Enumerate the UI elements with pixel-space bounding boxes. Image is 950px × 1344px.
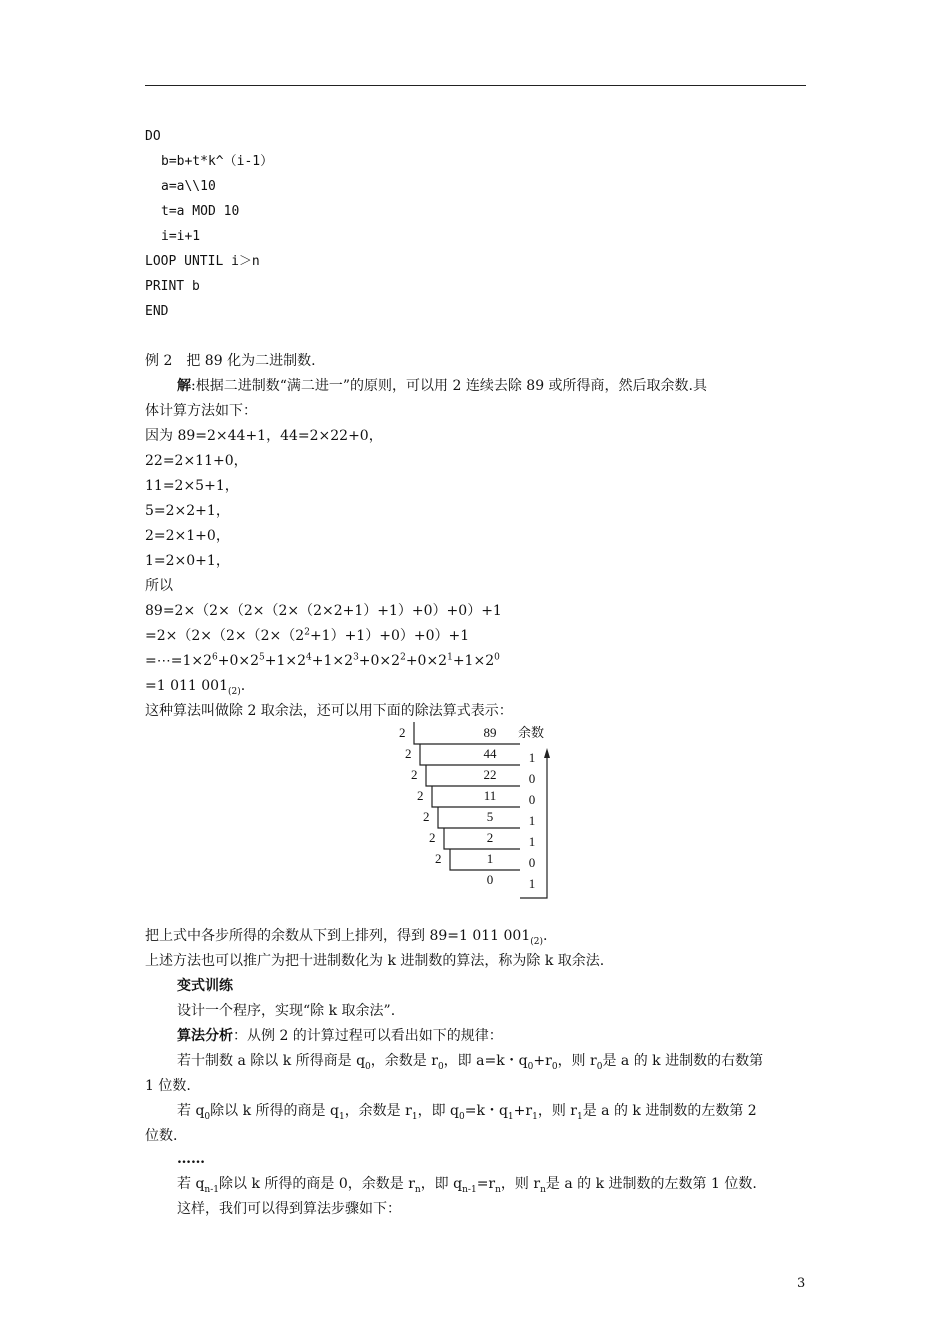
- bracket-line: [414, 722, 520, 744]
- equation-line: 22=2×11+0，: [145, 453, 248, 469]
- analysis-label: 算法分析: [177, 1028, 233, 1044]
- exponent: 6: [212, 652, 218, 663]
- remainder-value: 1: [528, 813, 536, 828]
- expansion-part: +1）+1）+0）+0）+1: [309, 628, 470, 644]
- paragraph-line: 位数.: [145, 1128, 178, 1144]
- text-line: 所以: [145, 578, 173, 594]
- paragraph-line: [177, 1052, 763, 1070]
- text-part: +r: [533, 1053, 552, 1069]
- equation-line: 5=2×2+1，: [145, 503, 230, 519]
- quotient-value: 1: [486, 851, 494, 866]
- equation-line: 11=2×5+1，: [145, 478, 239, 494]
- subscript: n: [540, 1184, 546, 1195]
- arrow-head-icon: [544, 748, 550, 758]
- text-line: 这种算法叫做除 2 取余法，还可以用下面的除法算式表示：: [145, 703, 513, 719]
- quotient-value: 11: [483, 788, 497, 803]
- bracket-line: [438, 807, 520, 828]
- quotient-value: 44: [483, 746, 497, 761]
- exponent: 1: [447, 652, 453, 663]
- divisor-value: 2: [417, 788, 424, 803]
- text-part: 除以 k 所得的商是 0，余数是 r: [219, 1176, 415, 1192]
- section-title: 变式训练: [177, 978, 233, 994]
- paragraph-line: [177, 1175, 757, 1193]
- text-part: =r: [476, 1176, 496, 1192]
- solution-label: 解: [177, 378, 191, 394]
- code-line: PRINT b: [145, 279, 200, 294]
- text-part: 是 a 的 k 进制数的左数第 2: [582, 1103, 757, 1119]
- exponent: 2: [304, 627, 310, 638]
- solution-line: [177, 377, 707, 395]
- remainder-value: 1: [528, 750, 536, 765]
- code-line: LOOP UNTIL i＞n: [145, 254, 260, 269]
- subscript: 0: [437, 1061, 444, 1072]
- result-line: [145, 677, 245, 695]
- paragraph-line: [177, 1102, 757, 1120]
- subscript: 1: [338, 1111, 345, 1122]
- text-part: +r: [513, 1103, 533, 1119]
- subscript: 1: [507, 1111, 514, 1122]
- expansion-part: =⋯=1×2: [145, 653, 213, 669]
- task-line: 设计一个程序，实现“除 k 取余法”.: [177, 1003, 396, 1019]
- divisor-value: 2: [423, 809, 430, 824]
- expansion-part: +0×2: [217, 653, 260, 669]
- divisor-value: 2: [399, 725, 406, 740]
- exponent: 0: [494, 652, 500, 663]
- text-part: ，即 q: [420, 1176, 463, 1192]
- text-part: ，即 a=k・q: [443, 1053, 528, 1069]
- bracket-line: [420, 744, 520, 765]
- expansion-part: +0×2: [405, 653, 448, 669]
- exponent: 5: [259, 652, 265, 663]
- remainder-value: 1: [528, 834, 536, 849]
- quotient-value: 0: [486, 872, 494, 887]
- subscript: 0: [527, 1061, 534, 1072]
- text-part: 若十制数 a 除以 k 所得商是 q: [177, 1053, 366, 1069]
- text-part: ，余数是 r: [370, 1053, 438, 1069]
- ellipsis-line: ……: [177, 1151, 205, 1167]
- diagram-labels: [399, 725, 544, 891]
- subscript: 0: [459, 1111, 465, 1122]
- subscript: 0: [551, 1061, 558, 1072]
- paragraph-line: 1 位数.: [145, 1078, 191, 1094]
- bracket-line: [444, 828, 520, 849]
- example-title: 例 2 把 89 化为二进制数.: [145, 353, 316, 369]
- equation-line: 2=2×1+0，: [145, 528, 230, 544]
- quotient-value: 2: [486, 830, 494, 845]
- subscript: n-1: [462, 1184, 477, 1195]
- divisor-value: 2: [405, 746, 412, 761]
- code-line: END: [145, 304, 169, 319]
- text-line: [145, 927, 547, 945]
- expansion-part: +1×2: [452, 653, 495, 669]
- subscript: 1: [532, 1111, 538, 1122]
- text-part: 把上式中各步所得的余数从下到上排列，得到 89=1 011 001: [145, 928, 531, 944]
- result-part: .: [240, 678, 246, 694]
- text-part: .: [543, 928, 548, 944]
- text-part: ，即 q: [417, 1103, 459, 1119]
- solution-line: 体计算方法如下：: [145, 403, 257, 419]
- code-line: t=a MOD 10: [161, 204, 240, 219]
- expansion-line: [145, 627, 469, 645]
- text-part: =k・q: [464, 1103, 508, 1119]
- expansion-line: 89=2×（2×（2×（2×（2×2+1）+1）+0）+0）+1: [145, 603, 502, 619]
- remainder-value: 0: [528, 855, 536, 870]
- text-part: 是 a 的 k 进制数的右数第: [602, 1053, 764, 1069]
- exponent: 4: [306, 652, 312, 663]
- solution-text: :根据二进制数“满二进一”的原则，可以用 2 连续去除 89 或所得商，然后取余数.具: [191, 378, 708, 394]
- remainder-value: 1: [528, 876, 536, 891]
- result-part: =1 011 001: [145, 678, 228, 694]
- divisor-value: 2: [435, 851, 442, 866]
- analysis-text: ：从例 2 的计算过程可以看出如下的规律：: [233, 1028, 503, 1044]
- diagram-lines: [414, 722, 547, 898]
- divisor-value: 2: [429, 830, 436, 845]
- expansion-part: =2×（2×（2×（2×（2: [145, 628, 305, 644]
- quotient-value: 22: [483, 767, 497, 782]
- expansion-part: +1×2: [264, 653, 307, 669]
- header-rule: [145, 85, 806, 86]
- text-part: 除以 k 所得的商是 q: [210, 1103, 339, 1119]
- text-part: 是 a 的 k 进制数的左数第 1 位数.: [545, 1176, 757, 1192]
- remainder-header: 余数: [518, 725, 545, 740]
- text-line: 上述方法也可以推广为把十进制数化为 k 进制数的算法，称为除 k 取余法.: [145, 953, 605, 969]
- divisor-value: 2: [411, 767, 418, 782]
- exponent: 2: [400, 652, 406, 663]
- code-line: b=b+t*k^（i-1）: [161, 154, 274, 169]
- subscript: 1: [576, 1111, 583, 1122]
- exponent: 3: [353, 652, 359, 663]
- text-part: 若 q: [177, 1103, 205, 1119]
- subscript: n: [495, 1184, 501, 1195]
- page-number: 3: [797, 1276, 806, 1291]
- base-subscript: (2): [227, 686, 241, 697]
- code-line: DO: [145, 129, 161, 144]
- analysis-line: [177, 1027, 503, 1045]
- text-part: ，则 r: [500, 1176, 541, 1192]
- equation-line: 1=2×0+1，: [145, 553, 230, 569]
- expansion-part: +1×2: [311, 653, 354, 669]
- text-part: ，则 r: [557, 1053, 597, 1069]
- expansion-line: [145, 652, 500, 670]
- subscript: 1: [411, 1111, 418, 1122]
- subscript: n: [414, 1184, 421, 1195]
- base-subscript: (2): [530, 936, 543, 947]
- quotient-value: 5: [486, 809, 494, 824]
- text-part: ，则 r: [537, 1103, 577, 1119]
- bracket-line: [450, 849, 520, 870]
- remainder-value: 0: [528, 771, 536, 786]
- subscript: 0: [204, 1111, 211, 1122]
- text-part: 若 q: [177, 1176, 205, 1192]
- equation-line: 因为 89=2×44+1，44=2×22+0，: [145, 428, 383, 444]
- text-part: ，余数是 r: [344, 1103, 412, 1119]
- paragraph-line: 这样，我们可以得到算法步骤如下：: [177, 1201, 401, 1217]
- bracket-line: [426, 765, 520, 786]
- division-diagram: [395, 722, 560, 902]
- subscript: 0: [365, 1061, 371, 1072]
- quotient-value: 89: [483, 725, 497, 740]
- bracket-line: [432, 786, 520, 807]
- remainder-value: 0: [528, 792, 536, 807]
- subscript: n-1: [204, 1184, 219, 1195]
- code-line: i=i+1: [161, 229, 201, 244]
- expansion-part: +0×2: [358, 653, 401, 669]
- subscript: 0: [596, 1061, 603, 1072]
- code-line: a=a\\10: [161, 179, 216, 194]
